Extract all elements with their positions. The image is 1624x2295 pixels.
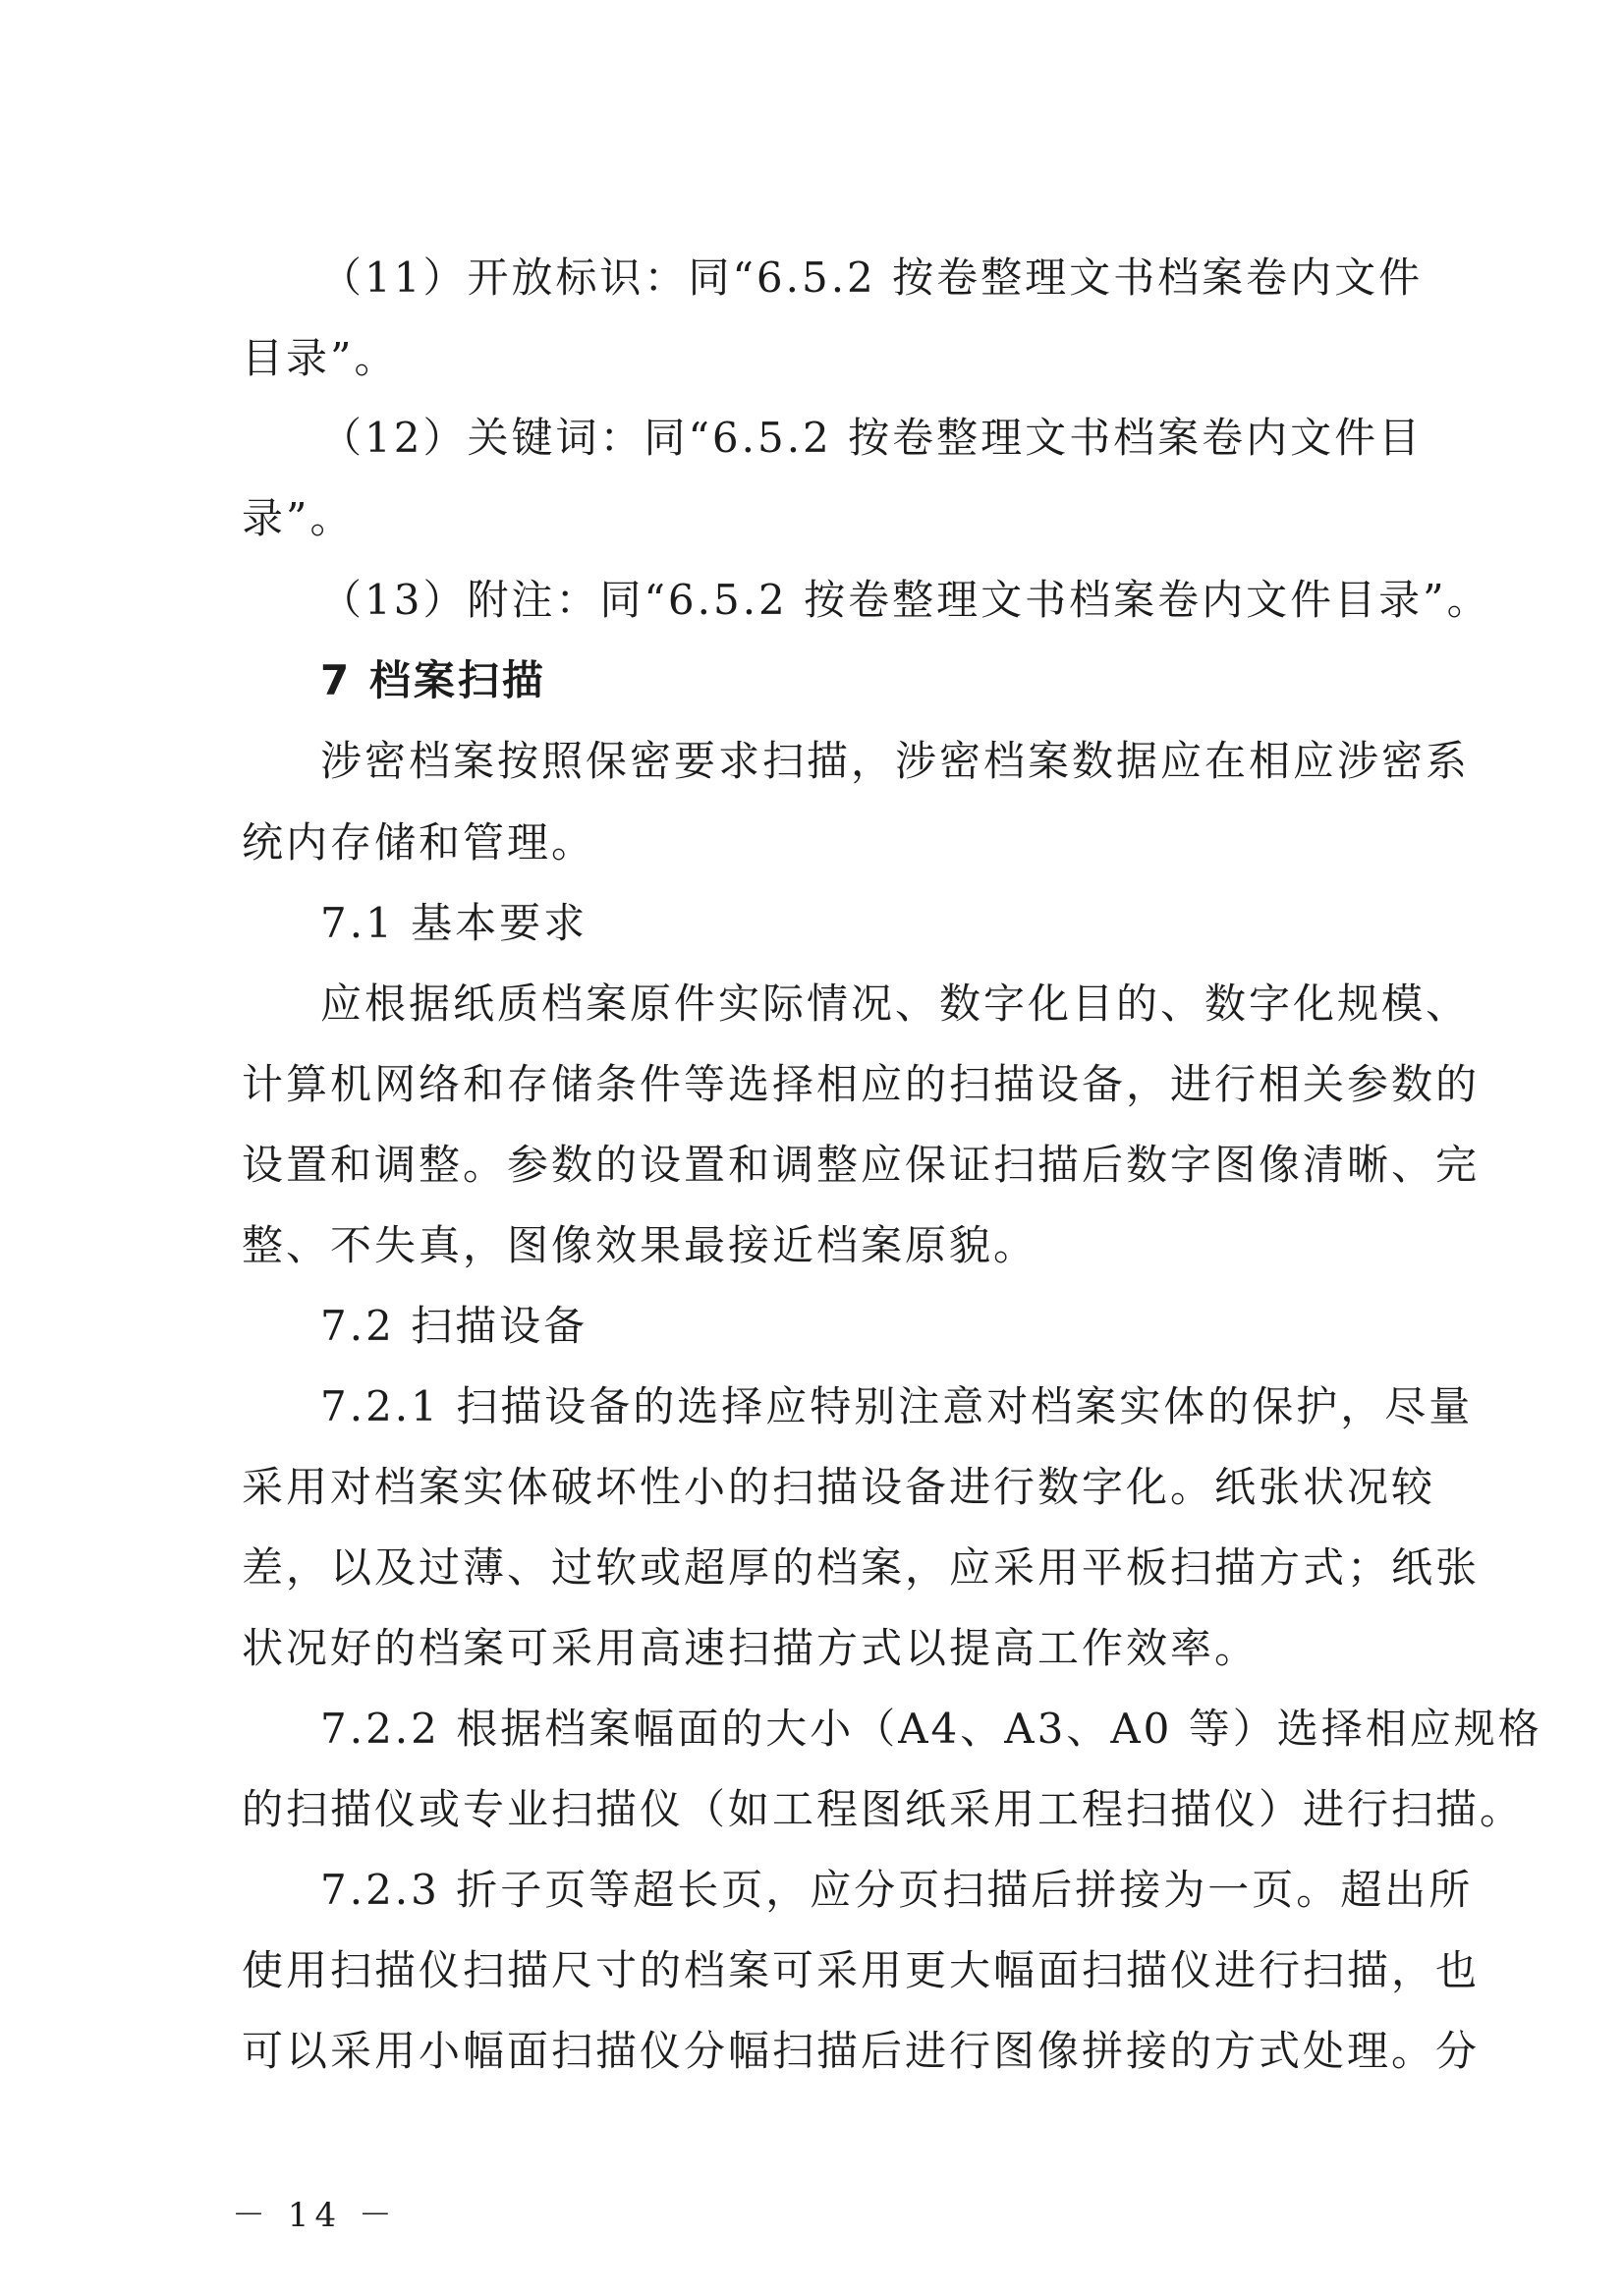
page-number: － 14 － <box>232 2196 398 2235</box>
section-7-1-paragraph-line-3: 设置和调整。参数的设置和调整应保证扫描后数字图像清晰、完 <box>242 1141 1481 1189</box>
item-11-line-2: 目录”。 <box>242 334 399 382</box>
section-7-paragraph-line-2: 统内存储和管理。 <box>242 818 596 867</box>
section-7-2-1-line-4: 状况好的档案可采用高速扫描方式以提高工作效率。 <box>242 1624 1260 1672</box>
section-7-paragraph-line-1: 涉密档案按照保密要求扫描，涉密档案数据应在相应涉密系 <box>320 737 1471 785</box>
section-7-2-3-line-3: 可以采用小幅面扫描仪分幅扫描后进行图像拼接的方式处理。分 <box>242 2027 1481 2075</box>
section-7-1-paragraph-line-1: 应根据纸质档案原件实际情况、数字化目的、数字化规模、 <box>320 980 1471 1028</box>
section-7-2-2-line-1: 7.2.2 根据档案幅面的大小（A4、A3、A0 等）选择相应规格 <box>320 1705 1542 1753</box>
section-7-2-3-line-1: 7.2.3 折子页等超长页，应分页扫描后拼接为一页。超出所 <box>320 1866 1474 1914</box>
section-7-2-heading: 7.2 扫描设备 <box>320 1302 588 1350</box>
item-12-line-1: （12）关键词：同“6.5.2 按卷整理文书档案卷内文件目 <box>320 414 1424 462</box>
section-7-2-2-line-2: 的扫描仪或专业扫描仪（如工程图纸采用工程扫描仪）进行扫描。 <box>242 1785 1525 1833</box>
section-7-2-3-line-2: 使用扫描仪扫描尺寸的档案可采用更大幅面扫描仪进行扫描，也 <box>242 1946 1481 1994</box>
item-11-line-1: （11）开放标识：同“6.5.2 按卷整理文书档案卷内文件 <box>320 253 1424 302</box>
section-7-2-1-line-3: 差，以及过薄、过软或超厚的档案，应采用平板扫描方式；纸张 <box>242 1543 1481 1592</box>
item-12-line-2: 录”。 <box>242 494 355 542</box>
section-7-heading: 7 档案扫描 <box>320 656 546 704</box>
section-7-1-heading: 7.1 基本要求 <box>320 899 588 947</box>
section-7-2-1-line-1: 7.2.1 扫描设备的选择应特别注意对档案实体的保护，尽量 <box>320 1382 1474 1430</box>
item-13: （13）附注：同“6.5.2 按卷整理文书档案卷内文件目录”。 <box>320 576 1491 624</box>
section-7-2-1-line-2: 采用对档案实体破坏性小的扫描设备进行数字化。纸张状况较 <box>242 1463 1436 1511</box>
section-7-1-paragraph-line-4: 整、不失真，图像效果最接近档案原貌。 <box>242 1221 1038 1269</box>
section-7-1-paragraph-line-2: 计算机网络和存储条件等选择相应的扫描设备，进行相关参数的 <box>242 1060 1481 1108</box>
